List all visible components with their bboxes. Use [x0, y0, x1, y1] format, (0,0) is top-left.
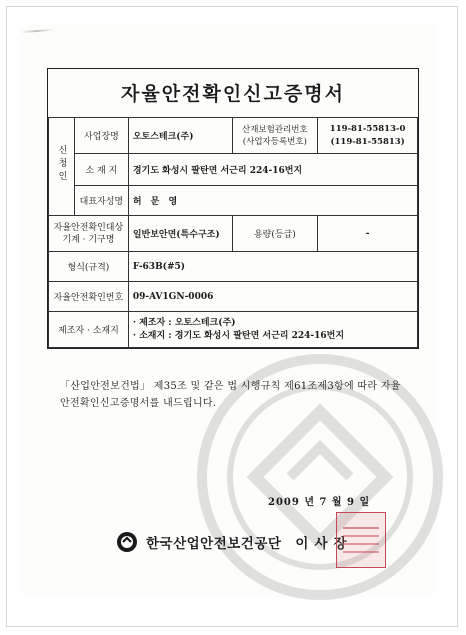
table-row [49, 312, 418, 348]
table-row [49, 118, 418, 154]
location-line: · 소재지 : 경기도 화성시 팔탄면 서근리 224-16번지 [132, 330, 345, 341]
applicant-label-text: 신청인 [56, 144, 67, 184]
agency-logo-icon [116, 531, 138, 553]
confirmation-number-label: 자율안전확인번호 [49, 282, 129, 312]
certificate-box [47, 68, 419, 349]
ceo-name-value: 허 문 영 [128, 186, 417, 216]
issuer-block [116, 531, 353, 553]
manufacturer-label: 제조자 · 소재지 [49, 312, 129, 348]
manufacturer-value [128, 312, 417, 348]
certificate-statement: 「산업안전보건법」 제35조 및 같은 법 시행규칙 제61조제3항에 따라 자율안전확인신고증명서를 내드립니다. [60, 381, 401, 409]
model-spec-label: 형식(규격) [49, 252, 129, 282]
target-machine-label: 자율안전확인대상 기계 · 기구명 [49, 216, 129, 252]
insurance-number-label: 산재보험관리번호 (사업자등록번호) [232, 118, 318, 154]
company-name-label: 사업장명 [74, 118, 128, 154]
ceo-name-label: 대표자성명 [74, 186, 128, 216]
official-seal-stamp [336, 512, 386, 568]
model-spec-value: F-63B(#5) [128, 252, 417, 282]
issue-date: 2009 년 7 월 9 일 [268, 497, 371, 508]
table-row [49, 186, 418, 216]
issuer-title: 이사장 [295, 536, 353, 552]
certificate-table [48, 117, 418, 348]
address-label: 소 재 지 [74, 154, 128, 186]
table-row [49, 282, 418, 312]
insurance-number-value: 119-81-55813-0 (119-81-55813) [318, 118, 418, 154]
manufacturer-line: · 제조자 : 오토스테크(주) [132, 317, 236, 328]
target-machine-value: 일반보안면(특수구조) [128, 216, 232, 252]
applicant-label [49, 118, 75, 216]
capacity-label: 용량(등급) [232, 216, 318, 252]
address-value: 경기도 화성시 팔탄면 서근리 224-16번지 [128, 154, 417, 186]
certificate-title: 자율안전확인신고증명서 [121, 83, 345, 105]
issuer-organization: 한국산업안전보건공단 [146, 536, 282, 552]
table-row [49, 154, 418, 186]
table-row [49, 216, 418, 252]
table-row [49, 252, 418, 282]
capacity-value: - [318, 216, 418, 252]
company-name-value: 오토스테크(주) [128, 118, 232, 154]
confirmation-number-value: 09-AV1GN-0006 [128, 282, 417, 312]
